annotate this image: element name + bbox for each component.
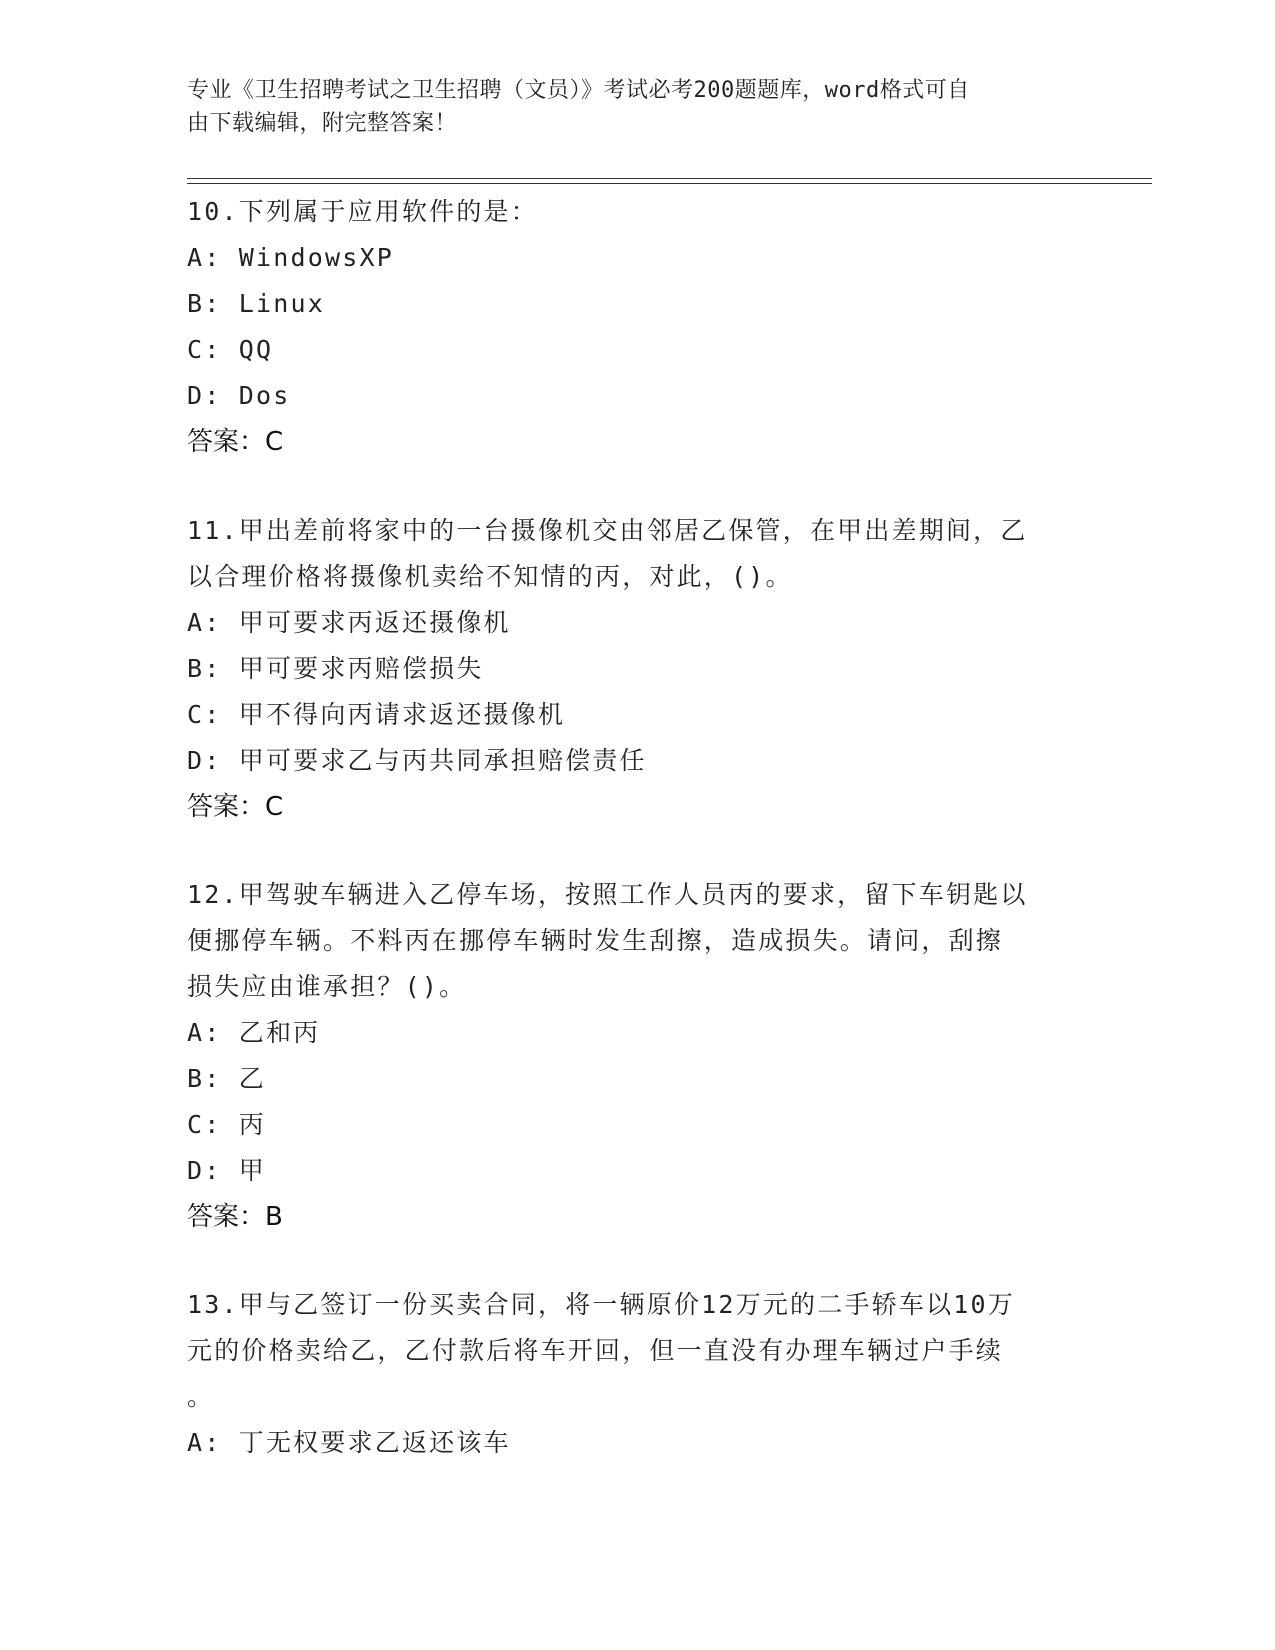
stem-line: 12.甲驾驶车辆进入乙停车场，按照工作人员丙的要求，留下车钥匙以 bbox=[187, 880, 1028, 909]
option-d: D: 甲可要求乙与丙共同承担赔偿责任 bbox=[187, 746, 647, 775]
stem-line: 13.甲与乙签订一份买卖合同，将一辆原价12万元的二手轿车以10万 bbox=[187, 1290, 1015, 1319]
option-b: B: 甲可要求丙赔偿损失 bbox=[187, 654, 484, 683]
option-a: A: WindowsXP bbox=[187, 243, 395, 272]
stem-line: 便挪停车辆。不料丙在挪停车辆时发生刮擦，造成损失。请问，刮擦 bbox=[187, 926, 1004, 955]
question-stem bbox=[187, 1282, 1067, 1420]
stem-line: 。 bbox=[187, 1382, 215, 1411]
question-13 bbox=[187, 1282, 1067, 1466]
option-b: B: 乙 bbox=[187, 1064, 266, 1093]
option-c: C: 丙 bbox=[187, 1110, 266, 1139]
stem-line: 以合理价格将摄像机卖给不知情的丙，对此，()。 bbox=[187, 562, 793, 591]
option-a: A: 乙和丙 bbox=[187, 1018, 321, 1047]
stem-line: 元的价格卖给乙，乙付款后将车开回，但一直没有办理车辆过户手续 bbox=[187, 1336, 1004, 1365]
answer: 答案：C bbox=[187, 427, 284, 457]
header-divider-bottom bbox=[187, 183, 1152, 184]
question-stem bbox=[187, 872, 1067, 1010]
question-11 bbox=[187, 508, 1067, 830]
option-d: D: Dos bbox=[187, 381, 291, 410]
option-d: D: 甲 bbox=[187, 1156, 266, 1185]
question-10 bbox=[187, 189, 1067, 465]
header-line-1: 专业《卫生招聘考试之卫生招聘（文员）》考试必考200题题库，word格式可自 bbox=[187, 78, 970, 103]
header-divider-top bbox=[187, 178, 1152, 179]
document-header bbox=[187, 74, 1067, 140]
option-a: A: 甲可要求丙返还摄像机 bbox=[187, 608, 511, 637]
question-stem bbox=[187, 189, 1067, 235]
header-line-2: 由下载编辑，附完整答案！ bbox=[187, 111, 458, 136]
stem-line: 11.甲出差前将家中的一台摄像机交由邻居乙保管，在甲出差期间，乙 bbox=[187, 516, 1028, 545]
option-a: A: 丁无权要求乙返还该车 bbox=[187, 1428, 511, 1457]
answer: 答案：B bbox=[187, 1202, 283, 1232]
option-b: B: Linux bbox=[187, 289, 326, 318]
option-c: C: QQ bbox=[187, 335, 274, 364]
stem-line: 损失应由谁承担？()。 bbox=[187, 972, 467, 1001]
question-stem bbox=[187, 508, 1067, 600]
question-12 bbox=[187, 872, 1067, 1240]
answer: 答案：C bbox=[187, 792, 284, 822]
option-c: C: 甲不得向丙请求返还摄像机 bbox=[187, 700, 566, 729]
stem-line: 10.下列属于应用软件的是： bbox=[187, 197, 538, 226]
